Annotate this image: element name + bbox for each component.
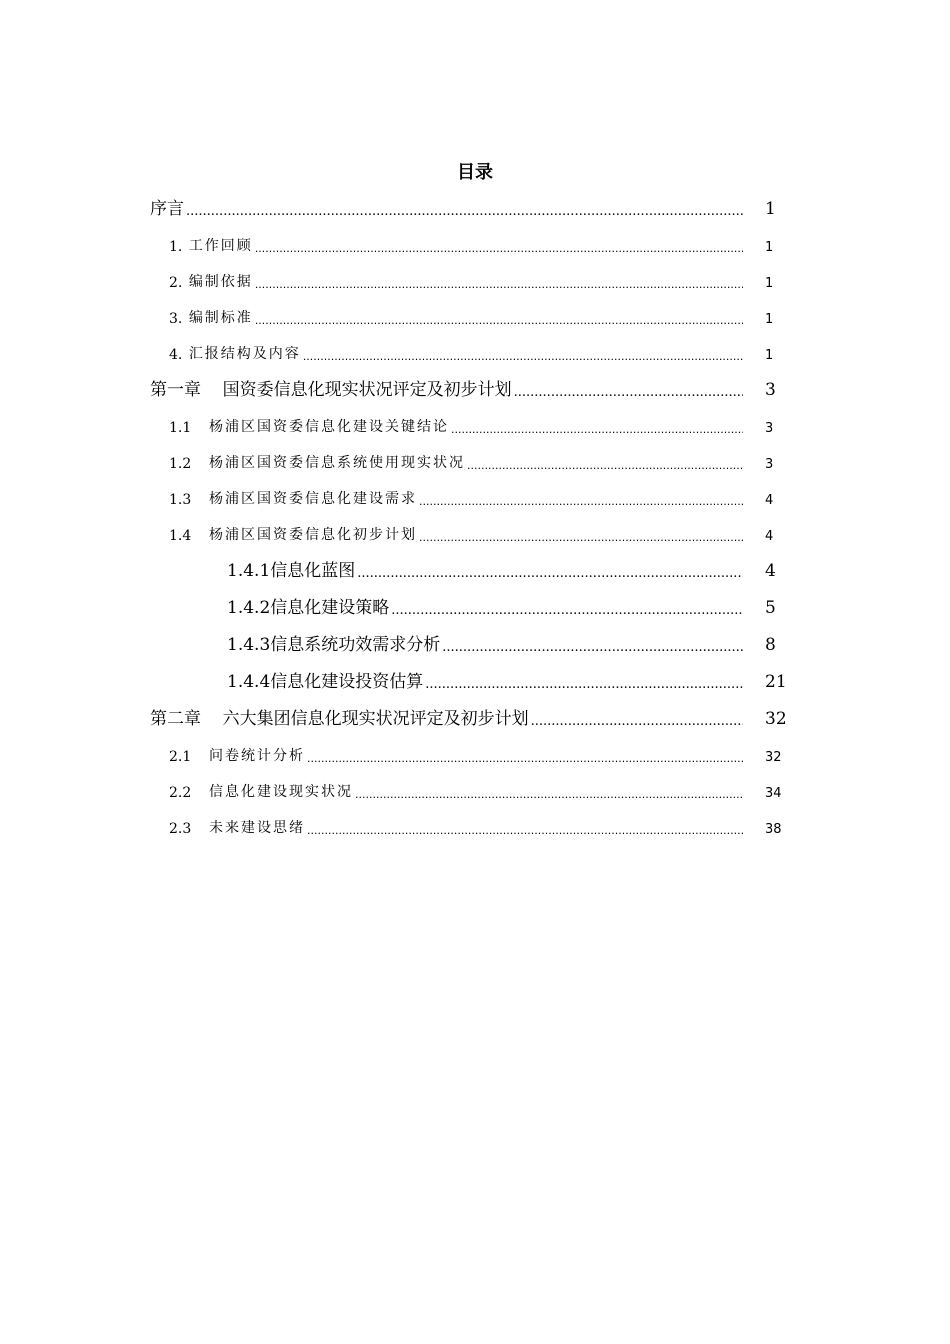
toc-page-number: 5	[765, 598, 776, 618]
toc-page-number: 8	[765, 635, 776, 655]
toc-page-number: 32	[765, 750, 782, 765]
toc-entry-number: 第二章	[150, 709, 201, 729]
toc-title: 目录	[457, 162, 493, 183]
toc-leader	[355, 788, 743, 801]
toc-page-number: 34	[765, 786, 782, 801]
toc-entry-label: 信息系统功效需求分析	[270, 635, 441, 655]
toc-page-number: 1	[765, 199, 776, 219]
toc-entry[interactable]	[150, 263, 805, 299]
toc-entry-number: 1.4.3	[227, 635, 271, 655]
toc-entry[interactable]	[150, 589, 805, 626]
toc-page-number: 1	[765, 276, 774, 291]
toc-leader	[531, 714, 743, 729]
toc-entry[interactable]	[150, 552, 805, 589]
toc-entry-number: 1.4.4	[227, 672, 271, 692]
toc-entry-number: 1.	[169, 239, 183, 255]
toc-page-number: 21	[765, 672, 787, 692]
toc-entry-label: 信息化建设投资估算	[270, 672, 424, 692]
toc-leader	[255, 242, 743, 255]
toc-leader	[419, 531, 743, 544]
toc-entry-label: 杨浦区国资委信息化初步计划	[209, 527, 417, 543]
toc-leader	[442, 640, 743, 655]
toc-entry-label: 信息化蓝图	[270, 561, 356, 581]
toc-leader	[451, 423, 743, 436]
toc-entry-label: 国资委信息化现实状况评定及初步计划	[222, 380, 512, 400]
toc-entry-number: 1.4.2	[227, 598, 271, 618]
toc-page-number: 1	[765, 240, 774, 255]
toc-entry[interactable]	[150, 516, 805, 552]
toc-page-number: 3	[765, 457, 774, 472]
toc-entry-number: 1.4.1	[227, 561, 271, 581]
toc-entry[interactable]	[150, 371, 805, 408]
toc-entry-label: 问卷统计分析	[209, 748, 305, 764]
toc-entry-label: 信息化建设现实状况	[209, 784, 353, 800]
toc-leader	[419, 495, 743, 508]
toc-page-number: 1	[765, 348, 774, 363]
toc-entry-label: 汇报结构及内容	[188, 346, 301, 362]
toc-entry[interactable]	[150, 809, 805, 845]
toc-entry-label: 六大集团信息化现实状况评定及初步计划	[222, 709, 529, 729]
toc-entry-number: 2.1	[169, 749, 192, 765]
toc-page-number: 3	[765, 380, 776, 400]
toc-entry-number: 2.	[169, 275, 183, 291]
toc-entry[interactable]	[150, 299, 805, 335]
toc-entry-number: 1.2	[169, 456, 192, 472]
toc-leader	[255, 278, 743, 291]
toc-entry-label: 杨浦区国资委信息系统使用现实状况	[209, 455, 465, 471]
toc-entry-label: 编制依据	[188, 274, 253, 290]
toc-leader	[514, 385, 743, 400]
table-of-contents	[150, 190, 805, 845]
toc-leader	[467, 459, 743, 472]
toc-entry-number: 2.3	[169, 821, 192, 837]
toc-leader	[391, 603, 743, 618]
toc-entry[interactable]	[150, 626, 805, 663]
toc-page-number: 3	[765, 421, 774, 436]
toc-entry[interactable]	[150, 444, 805, 480]
toc-entry[interactable]	[150, 773, 805, 809]
toc-entry[interactable]	[150, 737, 805, 773]
toc-entry-number: 第一章	[150, 380, 201, 400]
toc-entry[interactable]	[150, 408, 805, 444]
toc-entry-number: 1.1	[169, 420, 192, 436]
toc-entry[interactable]	[150, 480, 805, 516]
toc-entry-number: 4.	[169, 347, 183, 363]
toc-entry[interactable]	[150, 335, 805, 371]
toc-leader	[357, 566, 743, 581]
toc-leader	[303, 350, 743, 363]
toc-page-number: 4	[765, 493, 774, 508]
toc-page-number: 32	[765, 709, 787, 729]
toc-entry[interactable]	[150, 190, 805, 227]
toc-page-number: 1	[765, 312, 774, 327]
toc-entry-label: 序言	[150, 199, 184, 219]
toc-leader	[186, 204, 743, 219]
toc-entry-number: 3.	[169, 311, 183, 327]
toc-leader	[255, 314, 743, 327]
toc-entry[interactable]	[150, 700, 805, 737]
toc-entry-label: 未来建设思绪	[209, 820, 305, 836]
toc-page-number: 4	[765, 529, 774, 544]
toc-entry-label: 杨浦区国资委信息化建设需求	[209, 491, 417, 507]
toc-entry-label: 编制标准	[188, 310, 253, 326]
toc-entry[interactable]	[150, 227, 805, 263]
toc-entry-number: 1.4	[169, 528, 192, 544]
toc-entry-label: 信息化建设策略	[270, 598, 390, 618]
toc-page-number: 4	[765, 561, 776, 581]
toc-leader	[425, 677, 743, 692]
toc-leader	[307, 752, 743, 765]
toc-entry-label: 杨浦区国资委信息化建设关键结论	[209, 419, 449, 435]
toc-entry[interactable]	[150, 663, 805, 700]
toc-entry-number: 1.3	[169, 492, 192, 508]
toc-entry-number: 2.2	[169, 785, 192, 801]
toc-leader	[307, 824, 743, 837]
toc-entry-label: 工作回顾	[188, 238, 253, 254]
toc-page-number: 38	[765, 822, 782, 837]
